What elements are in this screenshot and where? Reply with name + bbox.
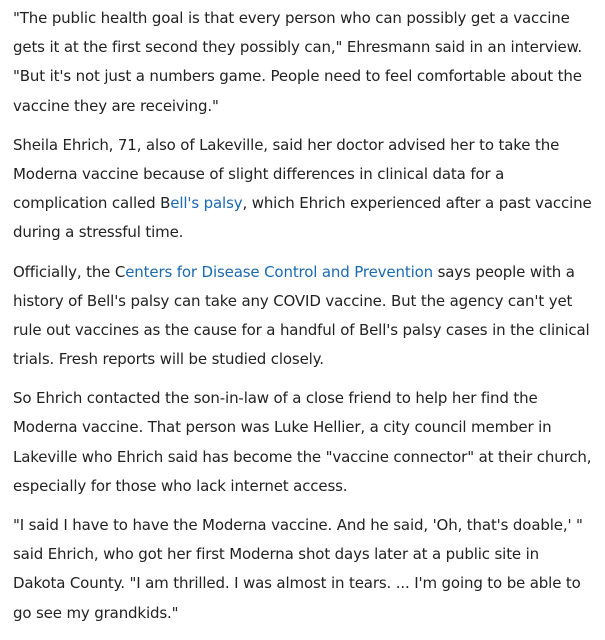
paragraph-cdc-guidance	[13, 258, 605, 375]
text-line: "I said I have to have the Moderna vaccine. And he said, 'Oh, that's doable,' "	[13, 516, 583, 534]
paragraph-vaccine-connector	[13, 384, 605, 501]
text-line: during a stressful time.	[13, 223, 184, 242]
text-line: Moderna vaccine. That person was Luke Hellier, a city council member in	[13, 418, 552, 437]
text-line: especially for those who lack internet access.	[13, 476, 348, 495]
text-line: trials. Fresh reports will be studied closely.	[13, 350, 324, 369]
paragraph-quote-thrilled	[13, 511, 605, 628]
text-line: So Ehrich contacted the son-in-law of a close friend to help her find the	[13, 389, 538, 408]
text-line: vaccine they are receiving."	[13, 96, 219, 115]
text-line: "But it's not just a numbers game. People need to feel comfortable about the	[13, 67, 582, 86]
text-line: go see my grandkids."	[13, 603, 179, 622]
text-line: Sheila Ehrich, 71, also of Lakeville, said her doctor advised her to take the	[13, 135, 560, 154]
text-line-with-link	[13, 189, 605, 218]
text-line: Dakota County. "I am thrilled. I was almost in tears. ... I'm going to be able to	[13, 574, 581, 593]
text-line: rule out vaccines as the cause for a handful of Bell's palsy cases in the clinical	[13, 320, 590, 339]
paragraph-sheila-ehrich	[13, 131, 605, 248]
text-line-with-link	[13, 258, 605, 287]
bells-palsy-link[interactable]: ell's palsy	[170, 194, 243, 213]
text-line: "The public health goal is that every person who can possibly get a vaccine	[13, 9, 570, 27]
link-suffix-text: , which Ehrich experienced after a past vaccine	[242, 194, 592, 213]
text-line: gets it at the first second they possibly can," Ehresmann said in an interview.	[13, 38, 582, 57]
link-prefix-text: Officially, the C	[13, 262, 126, 281]
paragraph-quote-goal	[13, 4, 605, 121]
text-line: said Ehrich, who got her first Moderna shot days later at a public site in	[13, 545, 539, 564]
cdc-link[interactable]: enters for Disease Control and Prevention	[125, 262, 433, 281]
text-line: Moderna vaccine because of slight differences in clinical data for a	[13, 164, 505, 183]
text-line: Lakeville who Ehrich said has become the "vaccine connector" at their church,	[13, 447, 592, 466]
link-prefix-text: complication called B	[13, 194, 171, 213]
link-suffix-text: says people with a	[432, 262, 575, 281]
text-line: history of Bell's palsy can take any COVID vaccine. But the agency can't yet	[13, 291, 573, 310]
